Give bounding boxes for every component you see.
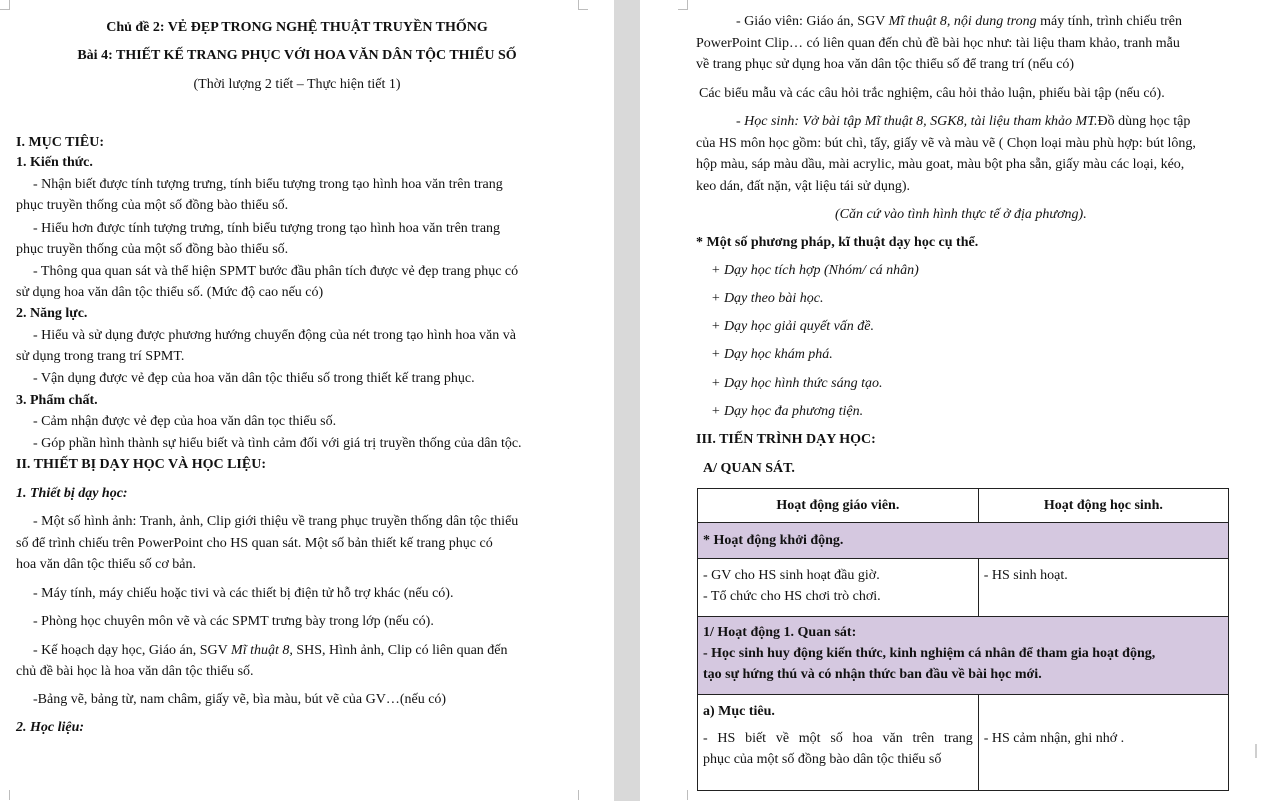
subheading-observe: A/ QUAN SÁT. xyxy=(703,461,795,476)
lesson-title: Bài 4: THIẾT KẾ TRANG PHỤC VỚI HOA VĂN DÂN TỘC THIỂU SỐ xyxy=(77,48,517,63)
method-item: + Dạy học giải quyết vấn đề. xyxy=(711,319,875,334)
paragraph-line: - Thông qua quan sát và thể hiện SPMT bước đầu phân tích được vẻ đẹp trang phục có xyxy=(33,264,519,279)
method-item: + Dạy học khám phá. xyxy=(711,347,833,362)
paragraph-line: - Cảm nhận được vẻ đẹp của hoa văn dân tọc thiểu số. xyxy=(33,414,337,429)
method-item: + Dạy học tích hợp (Nhóm/ cá nhân) xyxy=(711,263,919,278)
document-page-left xyxy=(0,0,614,801)
cell-line: 1/ Hoạt động 1. Quan sát: xyxy=(703,625,857,640)
cell-line: - Tổ chức cho HS chơi trò chơi. xyxy=(703,589,881,604)
text-run: máy tính, trình chiếu trên xyxy=(1036,14,1183,29)
warmup-heading: * Hoạt động khởi động. xyxy=(698,523,1229,559)
table-cell-teacher xyxy=(698,559,979,617)
methods-heading: * Một số phương pháp, kĩ thuật dạy học cụ thể. xyxy=(696,235,979,250)
paragraph-line: keo dán, đất nặn, vật liệu tái sử dụng). xyxy=(696,179,911,194)
cell-line: - HS biết về một số hoa văn trên trang xyxy=(703,731,973,746)
corner-mark xyxy=(678,790,688,800)
paragraph-line xyxy=(736,13,1182,31)
text-run: Đồ dùng học tập xyxy=(1097,114,1191,129)
activity-table xyxy=(697,488,1229,791)
table-cell-student xyxy=(978,695,1228,791)
table-cell-student xyxy=(978,559,1228,617)
table-cell-teacher xyxy=(698,695,979,791)
paragraph-line: phục truyền thống của một số đồng bào thiểu số. xyxy=(16,198,289,213)
paragraph-line: - Hiểu và sử dụng được phương hướng chuyển động của nét trong tạo hình hoa văn và xyxy=(33,328,516,343)
method-item: + Dạy học đa phương tiện. xyxy=(711,404,864,419)
note-local-context: (Căn cứ vào tình hình thực tế ở địa phương). xyxy=(835,207,1087,222)
table-header-student: Hoạt động học sinh. xyxy=(978,489,1228,523)
section-heading-process: III. TIẾN TRÌNH DẠY HỌC: xyxy=(696,432,876,447)
subheading-knowledge: 1. Kiến thức. xyxy=(16,155,93,170)
table-row-activity1-heading xyxy=(698,617,1229,695)
corner-mark xyxy=(578,0,588,10)
cell-line: a) Mục tiêu. xyxy=(703,704,775,719)
paragraph-line: hộp màu, sáp màu dầu, mài acrylic, màu goat, màu bột pha sẵn, giấy màu các loại, kéo, xyxy=(696,157,1185,172)
section-heading-objectives: I. MỤC TIÊU: xyxy=(16,135,105,150)
text-run-italic: - Học sinh: Vở bài tập Mĩ thuật 8, SGK8, tài liệu tham khảo MT. xyxy=(736,114,1098,129)
paragraph-line: - Phòng học chuyên môn vẽ và các SPMT trưng bày trong lớp (nếu có). xyxy=(33,614,434,629)
text-run: SHS, Hình ảnh, Clip có liên quan đến xyxy=(292,643,508,658)
paragraph-line: - Góp phần hình thành sự hiểu biết và tình cảm đối với giá trị truyền thống của dân tộc. xyxy=(33,436,522,451)
paragraph-line: - Vận dụng được vẻ đẹp của hoa văn dân tộc thiểu số trong thiết kế trang phục. xyxy=(33,371,475,386)
paragraph-line: -Bảng vẽ, bảng từ, nam châm, giấy vẽ, bìa màu, bút vẽ của GV…(nếu có) xyxy=(33,692,447,707)
cell-line: - HS cảm nhận, ghi nhớ . xyxy=(983,731,1125,746)
corner-mark xyxy=(0,0,10,10)
table-row-goals xyxy=(698,695,1229,791)
paragraph-line: số để trình chiếu trên PowerPoint cho HS quan sát. Một số bản thiết kế trang phục có xyxy=(16,536,493,551)
cell-line: - HS sinh hoạt. xyxy=(983,568,1068,583)
subheading-quality: 3. Phẩm chất. xyxy=(16,393,98,408)
text-run: - Kế hoạch dạy học, Giáo án, SGV xyxy=(33,643,232,658)
table-header-teacher: Hoạt động giáo viên. xyxy=(698,489,979,523)
paragraph-line: chủ đề bài học là hoa văn dân tộc thiểu số. xyxy=(16,664,254,679)
paragraph-line xyxy=(736,113,1190,131)
subheading-ability: 2. Năng lực. xyxy=(16,306,88,321)
paragraph-line: - Máy tính, máy chiếu hoặc tivi và các thiết bị điện tử hỗ trợ khác (nếu có). xyxy=(33,586,454,601)
text-run-italic: Mĩ thuật 8, nội dung trong xyxy=(888,14,1037,29)
document-page-right xyxy=(640,0,1262,801)
paragraph-line: hoa văn dân tộc thiểu số cơ bản. xyxy=(16,557,197,572)
cell-line: tạo sự hứng thú và có nhận thức ban đầu về bài học mới. xyxy=(703,667,1042,682)
method-item: + Dạy học hình thức sáng tạo. xyxy=(711,376,883,391)
paragraph-line: sử dụng trong trang trí SPMT. xyxy=(16,349,185,364)
paragraph-line: - Nhận biết được tính tượng trưng, tính biểu tượng trong tạo hình hoa văn trên trang xyxy=(33,177,503,192)
paragraph-line: phục truyền thống của một số đồng bào thiểu số. xyxy=(16,242,289,257)
paragraph-line: sử dụng hoa văn dân tộc thiểu số. (Mức độ cao nếu có) xyxy=(16,285,324,300)
paragraph-line: PowerPoint Clip… có liên quan đến chủ đề bài học như: tài liệu tham khảo, tranh mẫu xyxy=(696,36,1180,51)
margin-mark xyxy=(1255,744,1257,758)
topic-heading: Chủ đề 2: VẺ ĐẸP TRONG NGHỆ THUẬT TRUYỀN THỐNG xyxy=(106,20,488,35)
corner-mark xyxy=(678,0,688,10)
paragraph-line: Các biểu mẫu và các câu hỏi trắc nghiệm, câu hỏi thảo luận, phiếu bài tập (nếu có). xyxy=(699,86,1165,101)
table-header-row xyxy=(698,489,1229,523)
subheading-teaching-equipment: 1. Thiết bị dạy học: xyxy=(16,486,128,501)
lesson-duration: (Thời lượng 2 tiết – Thực hiện tiết 1) xyxy=(193,77,401,92)
subheading-materials: 2. Học liệu: xyxy=(16,720,85,735)
paragraph-line: - Một số hình ảnh: Tranh, ảnh, Clip giới thiệu về trang phục truyền thống dân tộc thiểu xyxy=(33,514,519,529)
text-run-italic: Mĩ thuật 8, xyxy=(231,643,293,658)
activity1-heading xyxy=(698,617,1229,695)
corner-mark xyxy=(578,790,588,800)
cell-line: - Học sinh huy động kiến thức, kinh nghiệm cá nhân để tham gia hoạt động, xyxy=(703,646,1156,661)
table-row-warmup xyxy=(698,559,1229,617)
table-row-warmup-heading xyxy=(698,523,1229,559)
paragraph-line xyxy=(33,642,508,660)
method-item: + Dạy theo bài học. xyxy=(711,291,824,306)
corner-mark xyxy=(0,790,10,800)
section-heading-equipment: II. THIẾT BỊ DẠY HỌC VÀ HỌC LIỆU: xyxy=(16,457,266,472)
cell-line: phục của một số đồng bào dân tộc thiểu số xyxy=(703,752,942,767)
text-run: - Giáo viên: Giáo án, SGV xyxy=(736,14,889,29)
paragraph-line: về trang phục sử dụng hoa văn dân tộc thiểu số để trang trí (nếu có) xyxy=(696,57,1075,72)
paragraph-line: của HS môn học gồm: bút chì, tẩy, giấy vẽ và màu vẽ ( Chọn loại màu phù hợp: bút lông, xyxy=(696,136,1196,151)
cell-line: - GV cho HS sinh hoạt đầu giờ. xyxy=(703,568,880,583)
paragraph-line: - Hiểu hơn được tính tượng trưng, tính biểu tượng trong tạo hình hoa văn trên trang xyxy=(33,221,501,236)
